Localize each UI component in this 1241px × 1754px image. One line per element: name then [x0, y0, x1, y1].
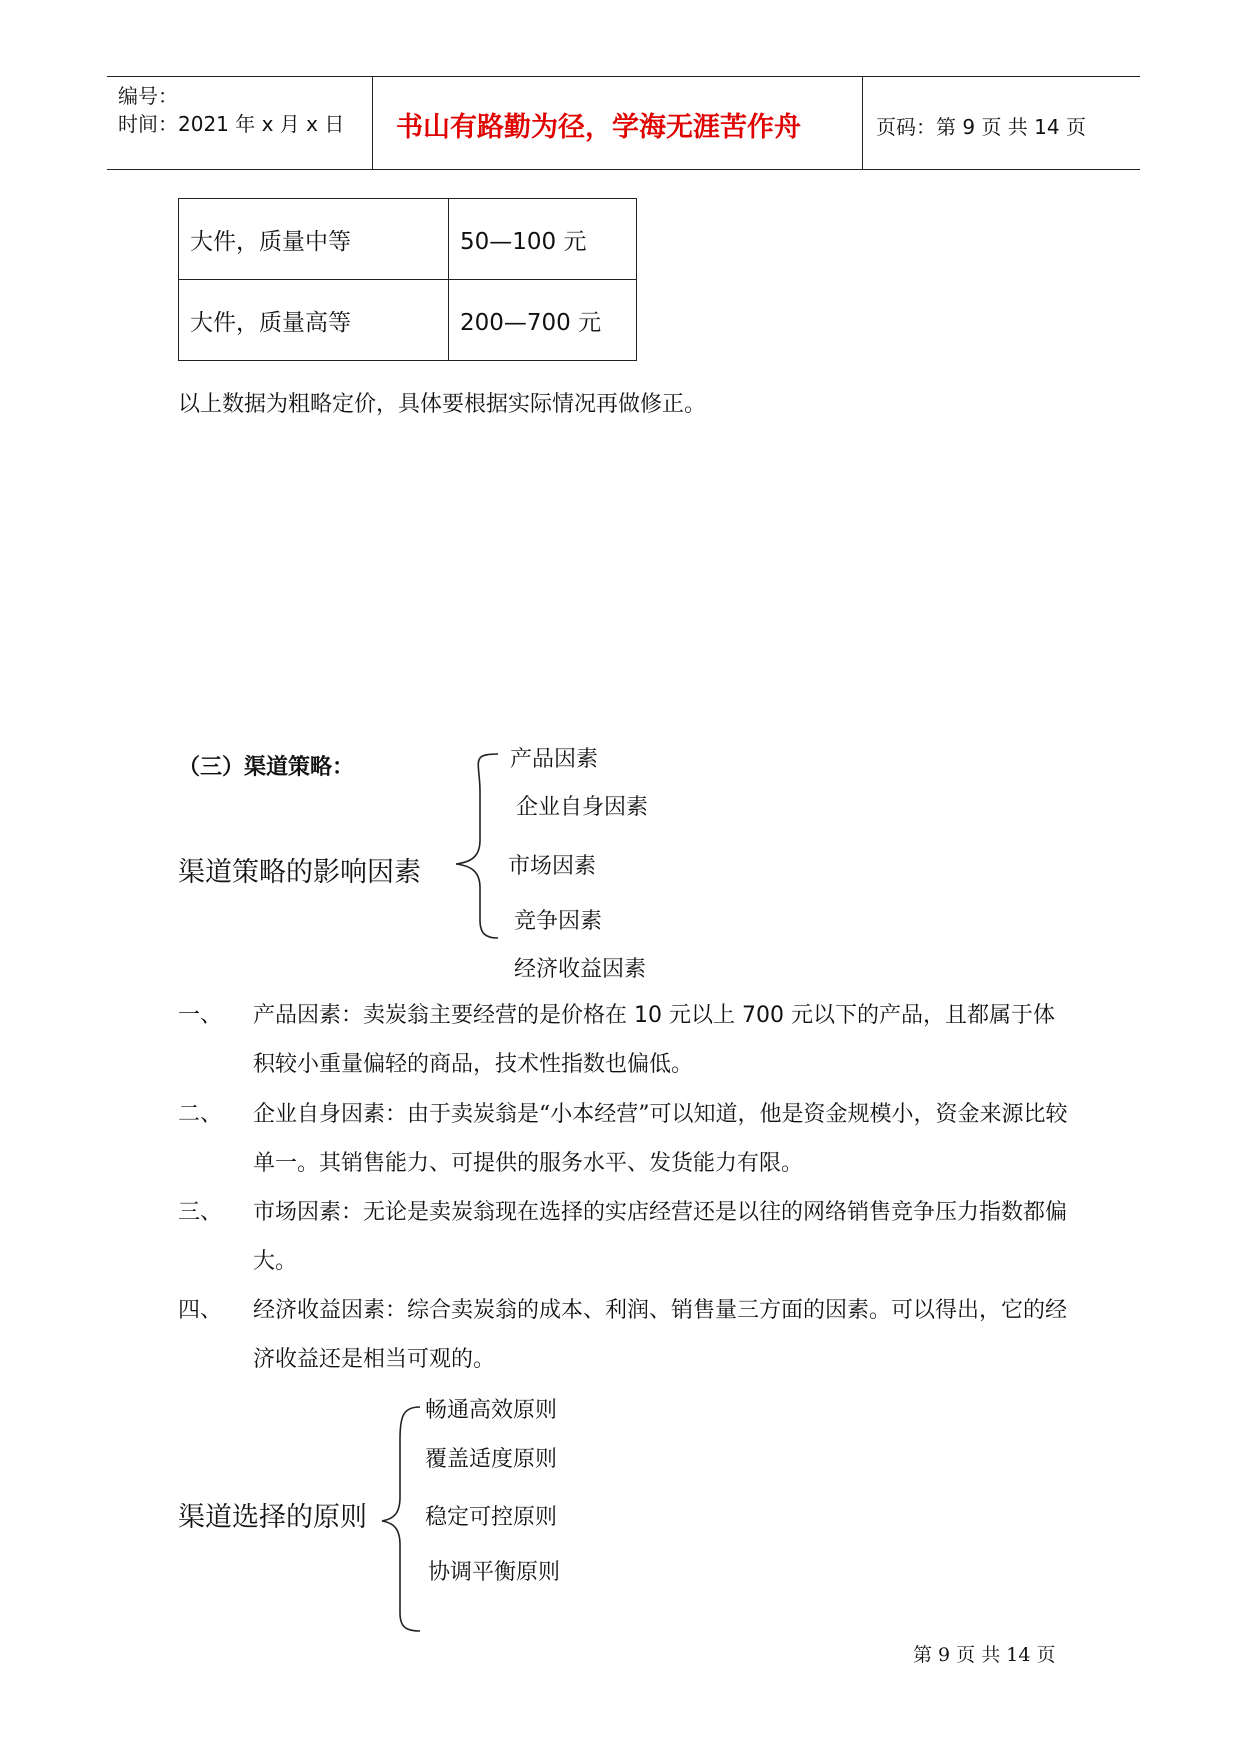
principles-brace [380, 1405, 430, 1633]
header-bottom-rule [107, 169, 1140, 170]
principles-label: 渠道选择的原则 [178, 1502, 367, 1533]
paragraph-1 [178, 991, 1078, 1089]
principle-item: 协调平衡原则 [428, 1560, 561, 1585]
principle-item: 畅通高效原则 [425, 1398, 558, 1423]
table-cell-price: 200—700 元 [449, 280, 637, 361]
table-cell-item: 大件，质量中等 [179, 199, 449, 280]
factor-item: 产品因素 [510, 747, 599, 772]
factor-item: 企业自身因素 [516, 795, 649, 820]
page-footer: 第 9 页 共 14 页 [913, 1644, 1056, 1666]
header-divider-left [372, 76, 373, 170]
table-cell-item: 大件，质量高等 [179, 280, 449, 361]
principle-item: 覆盖适度原则 [425, 1447, 558, 1472]
factors-brace [450, 752, 510, 942]
paragraph-text: 企业自身因素：由于卖炭翁是“小本经营”可以知道，他是资金规模小，资金来源比较单一。其销售能力、可提供的服务水平、发货能力有限。 [253, 1102, 1068, 1176]
header-serial-label: 编号： [118, 84, 178, 108]
paragraph-number: 一、 [178, 1003, 223, 1028]
paragraph-text: 市场因素：无论是卖炭翁现在选择的实店经营还是以往的网络销售竞争压力指数都偏大。 [253, 1200, 1068, 1274]
paragraph-text: 经济收益因素：综合卖炭翁的成本、利润、销售量三方面的因素。可以得出，它的经济收益还是相当可观的。 [253, 1298, 1068, 1372]
paragraph-number: 二、 [178, 1102, 223, 1127]
header-time-label: 时间：2021 年 x 月 x 日 [118, 112, 345, 136]
price-table [178, 198, 637, 361]
principle-item: 稳定可控原则 [425, 1505, 558, 1530]
paragraph-4 [178, 1286, 1078, 1384]
header-top-rule [107, 76, 1140, 77]
table-row [179, 199, 637, 280]
paragraph-number: 三、 [178, 1200, 223, 1225]
table-cell-price: 50—100 元 [449, 199, 637, 280]
paragraph-2 [178, 1090, 1078, 1188]
paragraph-text: 产品因素：卖炭翁主要经营的是价格在 10 元以上 700 元以下的产品，且都属于体积较小重量偏轻的商品，技术性指数也偏低。 [253, 1003, 1055, 1077]
factor-item: 竞争因素 [514, 909, 603, 934]
section-title: （三）渠道策略： [178, 754, 355, 780]
header-motto: 书山有路勤为径，学海无涯苦作舟 [396, 112, 801, 143]
paragraph-3 [178, 1188, 1078, 1286]
factor-item: 市场因素 [508, 854, 597, 879]
header-page-label: 页码：第 9 页 共 14 页 [876, 115, 1086, 139]
header-divider-right [862, 76, 863, 170]
paragraph-number: 四、 [178, 1298, 223, 1323]
pricing-note: 以上数据为粗略定价，具体要根据实际情况再做修正。 [178, 392, 707, 417]
table-row [179, 280, 637, 361]
factors-label: 渠道策略的影响因素 [178, 857, 421, 888]
factor-item: 经济收益因素 [514, 957, 647, 982]
